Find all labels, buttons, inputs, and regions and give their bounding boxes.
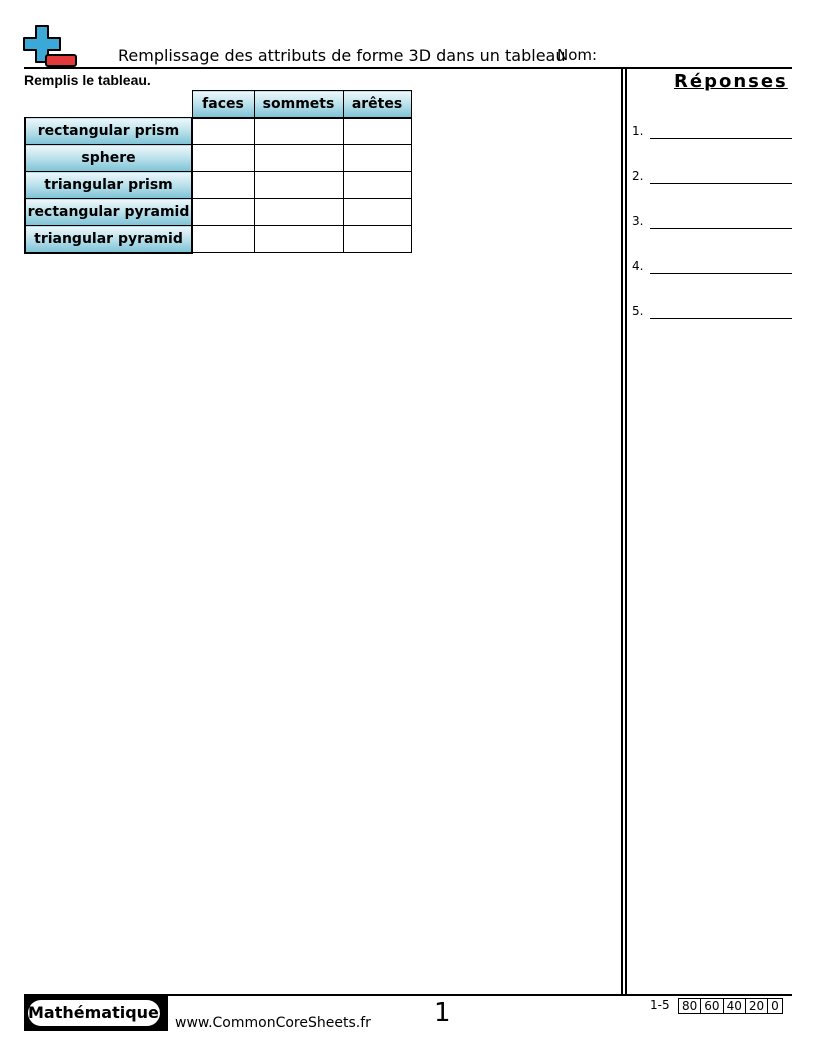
- answer-line[interactable]: [650, 273, 792, 274]
- name-label: Nom:: [557, 46, 598, 64]
- table-row: [25, 199, 411, 226]
- table-corner: [25, 91, 192, 118]
- column-header-faces: faces: [192, 91, 254, 118]
- answer-cell[interactable]: [254, 199, 343, 226]
- answer-number: 1.: [632, 124, 644, 138]
- answer-cell[interactable]: [343, 226, 411, 253]
- score-cell: 80: [679, 999, 701, 1014]
- answer-number: 5.: [632, 304, 644, 318]
- worksheet-title: Remplissage des attributs de forme 3D dans un tableau: [118, 46, 566, 65]
- column-header-sommets: sommets: [254, 91, 343, 118]
- answer-line[interactable]: [650, 183, 792, 184]
- table-row: [25, 118, 411, 145]
- answer-cell[interactable]: [192, 118, 254, 145]
- answer-cell[interactable]: [343, 172, 411, 199]
- table-row: [25, 145, 411, 172]
- answer-number: 2.: [632, 169, 644, 183]
- row-label: triangular pyramid: [25, 226, 192, 253]
- answer-number: 3.: [632, 214, 644, 228]
- answer-cell[interactable]: [192, 199, 254, 226]
- answer-cell[interactable]: [254, 172, 343, 199]
- table-row: [25, 172, 411, 199]
- answer-cell[interactable]: [254, 145, 343, 172]
- subject-label: Mathématiques: [28, 1000, 160, 1026]
- answer-column-divider-inner: [625, 68, 627, 994]
- score-cell: 60: [701, 999, 723, 1014]
- table-row: [25, 226, 411, 253]
- answer-cell[interactable]: [254, 118, 343, 145]
- shape-attributes-table: [24, 90, 412, 254]
- answer-cell[interactable]: [254, 226, 343, 253]
- answer-line[interactable]: [650, 228, 792, 229]
- answer-line[interactable]: [650, 138, 792, 139]
- answers-title: Réponses: [674, 71, 788, 92]
- subject-badge: [24, 996, 168, 1031]
- instructions: Remplis le tableau.: [24, 72, 151, 88]
- table-header-row: [25, 91, 411, 118]
- answer-cell[interactable]: [343, 145, 411, 172]
- answer-cell[interactable]: [192, 145, 254, 172]
- website-url: www.CommonCoreSheets.fr: [175, 1015, 371, 1031]
- row-label: rectangular pyramid: [25, 199, 192, 226]
- answer-cell[interactable]: [343, 199, 411, 226]
- page-number: 1: [434, 998, 451, 1028]
- answer-line[interactable]: [650, 318, 792, 319]
- row-label: rectangular prism: [25, 118, 192, 145]
- column-header-aretes: arêtes: [343, 91, 411, 118]
- answer-cell[interactable]: [192, 226, 254, 253]
- answer-number: 4.: [632, 259, 644, 273]
- score-table: [678, 998, 783, 1014]
- score-cell: 20: [745, 999, 767, 1014]
- answer-column-divider: [621, 68, 623, 994]
- plus-minus-logo-icon: [22, 24, 80, 68]
- answer-cell[interactable]: [343, 118, 411, 145]
- row-label: triangular prism: [25, 172, 192, 199]
- answer-cell[interactable]: [192, 172, 254, 199]
- score-cell: 0: [768, 999, 783, 1014]
- row-label: sphere: [25, 145, 192, 172]
- score-cell: 40: [723, 999, 745, 1014]
- header-divider: [24, 67, 792, 69]
- score-range: 1-5: [650, 998, 670, 1012]
